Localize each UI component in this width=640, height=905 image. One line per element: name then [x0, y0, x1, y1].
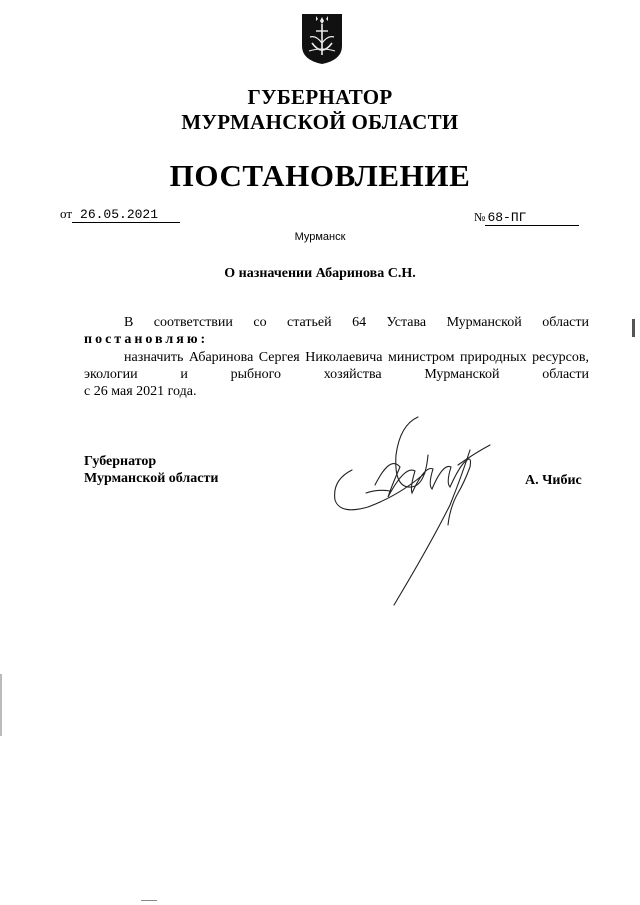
decree-word: постановляю:	[84, 332, 209, 347]
signatory-name: А. Чибис	[525, 473, 582, 488]
authority-region: МУРМАНСКОЙ ОБЛАСТИ	[181, 110, 459, 134]
document-number: 68-ПГ	[485, 210, 579, 226]
signatory-position-line2: Мурманской области	[84, 471, 219, 486]
decree-line	[84, 331, 589, 348]
signature-icon	[330, 415, 500, 610]
document-date: 26.05.2021	[72, 207, 180, 223]
document-type: ПОСТАНОВЛЕНИЕ	[169, 158, 471, 193]
city: Мурманск	[294, 231, 346, 243]
authority-title: ГУБЕРНАТОР	[247, 85, 393, 109]
body-paragraph-1: В соответствии со статьей 64 Устава Мурманской области	[124, 315, 589, 330]
document-subject: О назначении Абаринова С.Н.	[224, 266, 416, 281]
date-row	[60, 206, 180, 223]
footer-mark	[141, 900, 157, 901]
signatory-position	[84, 453, 218, 487]
number-row	[474, 210, 579, 226]
margin-mark	[632, 319, 635, 337]
body-paragraph-2-end: с 26 мая 2021 года.	[84, 384, 197, 399]
date-prefix: от	[60, 206, 73, 221]
coat-of-arms-icon	[301, 13, 343, 65]
body-paragraph-2: назначить Абаринова Сергея Николаевича министром природных ресурсов, экологии и рыбного хозяйства Мурманской области	[84, 350, 589, 382]
number-prefix: №	[474, 210, 486, 224]
signatory-position-line1: Губернатор	[84, 454, 157, 469]
scan-edge-mark	[0, 674, 2, 736]
